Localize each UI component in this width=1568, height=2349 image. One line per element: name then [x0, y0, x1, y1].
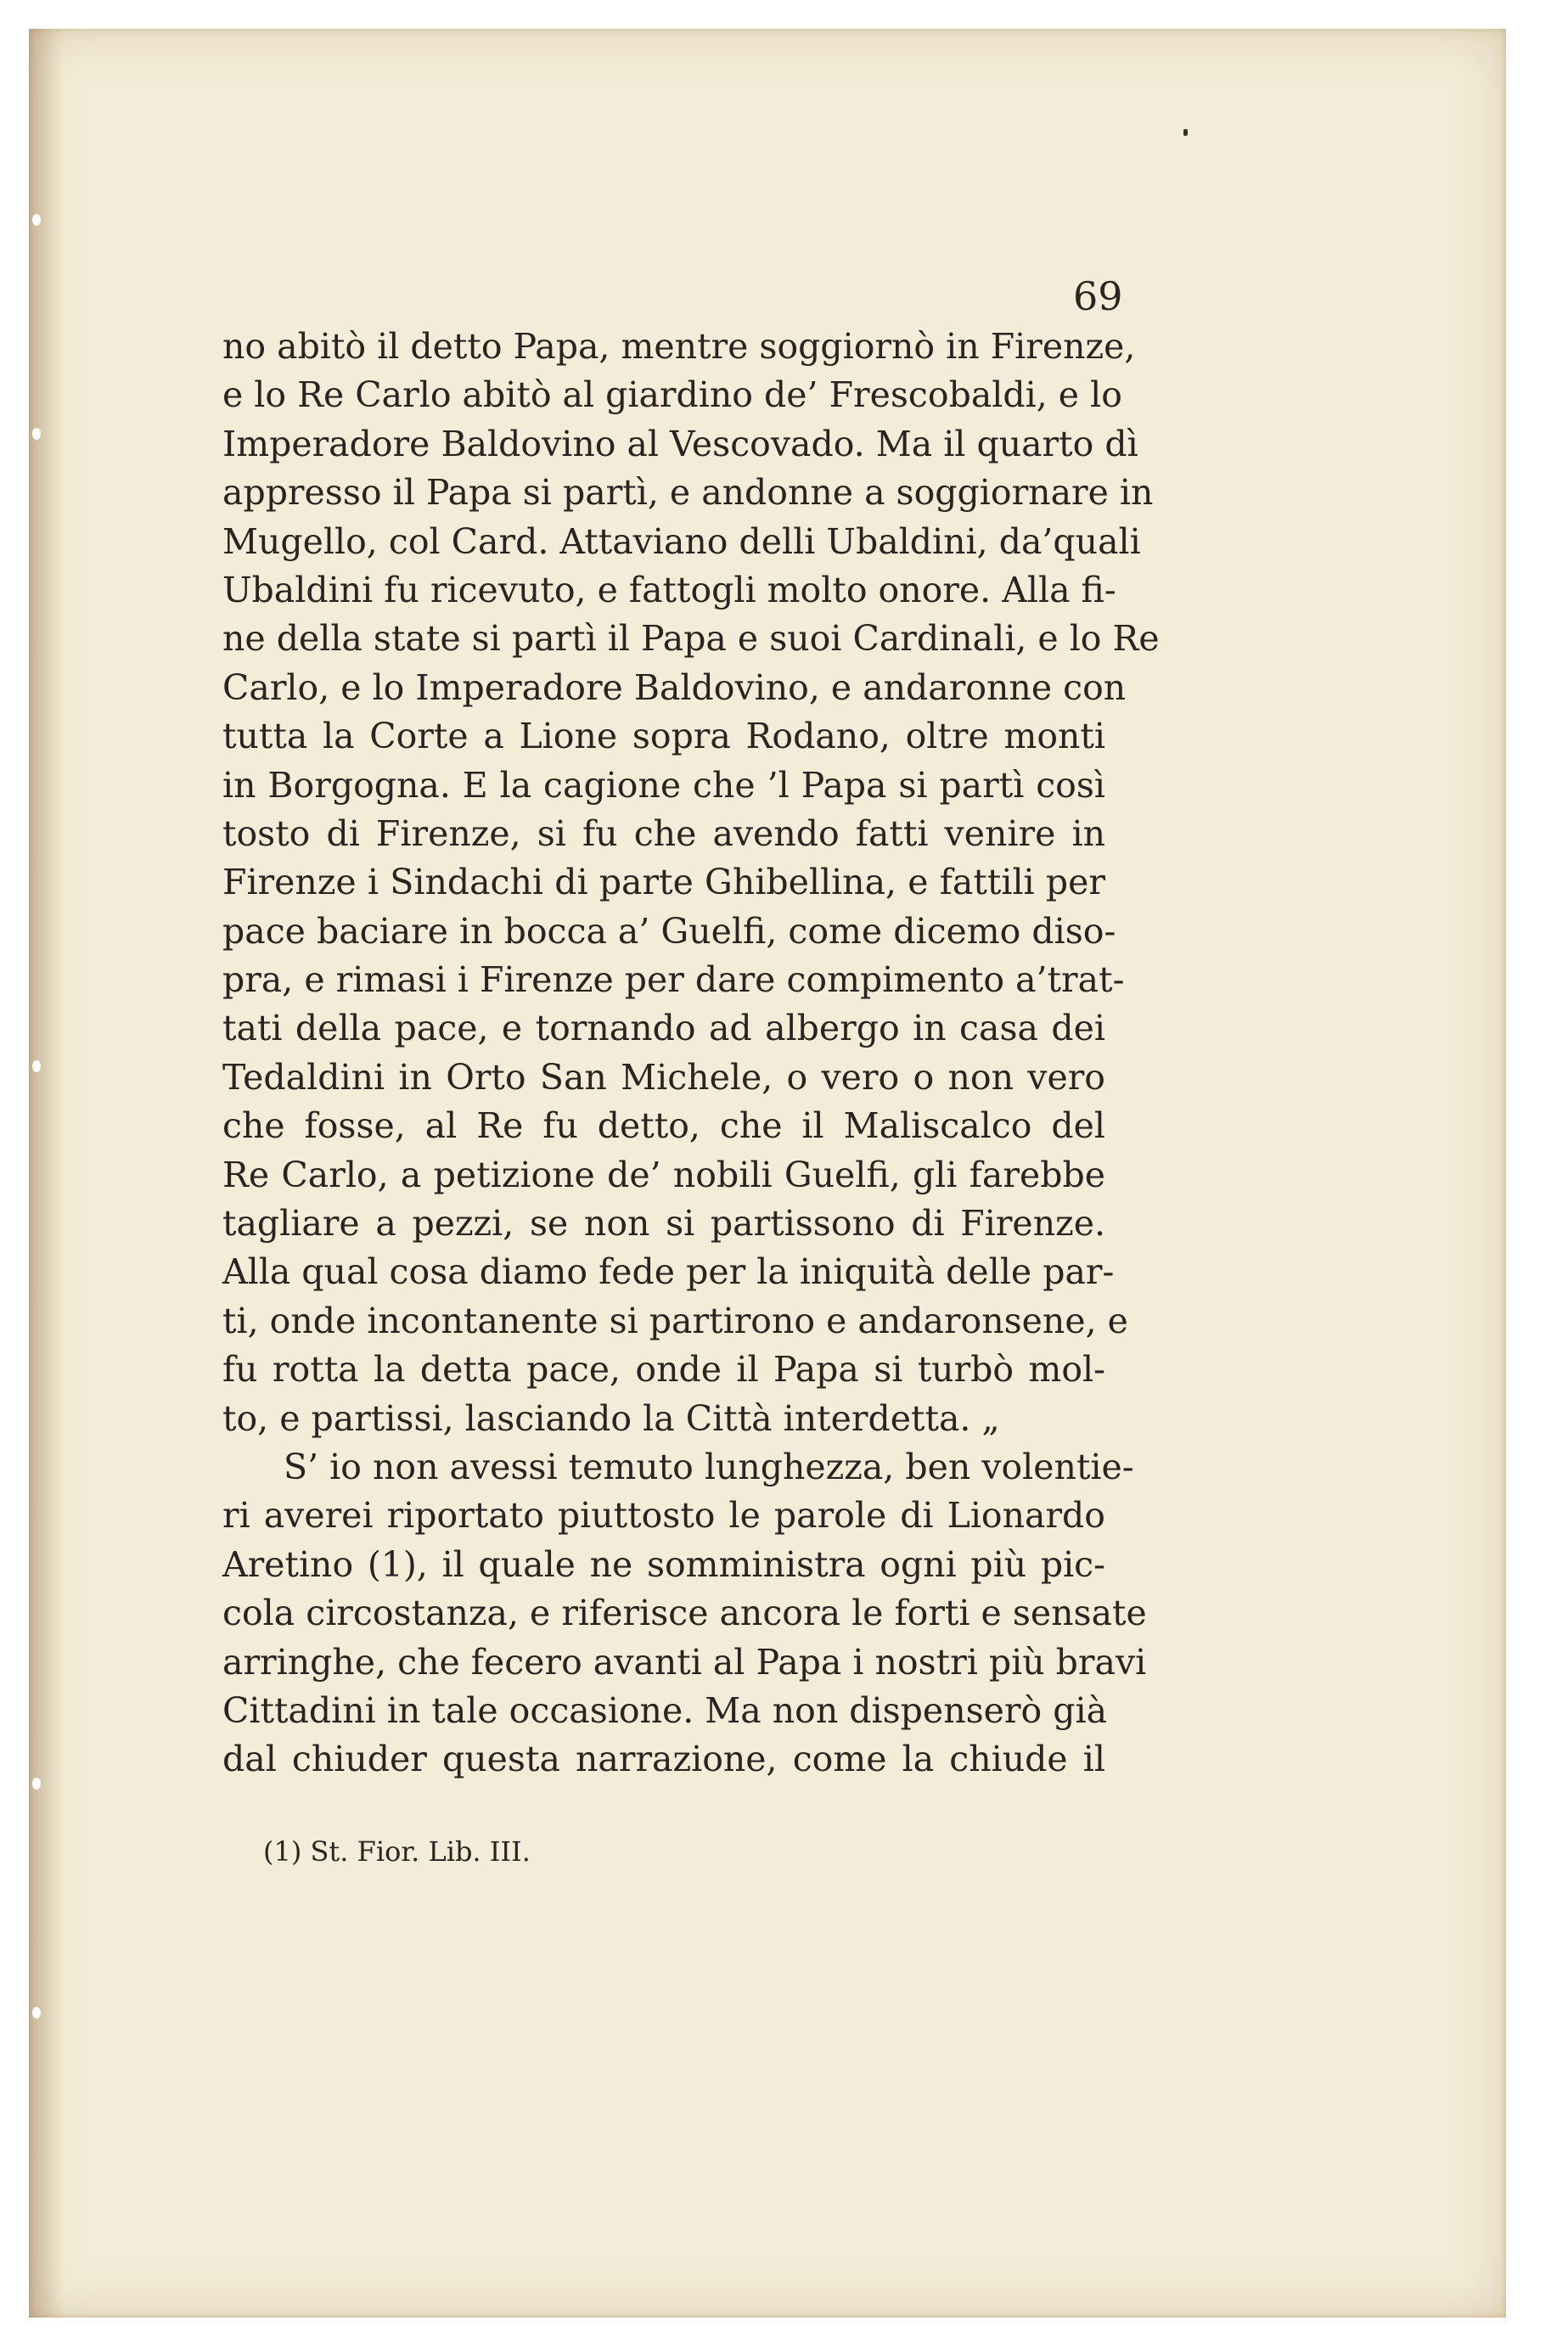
text-line: tosto di Firenze, si fu che avendo fatti venire in: [222, 812, 1105, 854]
text-line: che fosse, al Re fu detto, che il Maliscalco del: [222, 1105, 1105, 1147]
text-line: tati della pace, e tornando ad albergo in casa dei: [222, 1008, 1105, 1049]
text-line: Mugello, col Card. Attaviano delli Ubaldini, da’quali: [222, 520, 1141, 562]
spine-shadow: [29, 29, 63, 2318]
text-line: Imperadore Baldovino al Vescovado. Ma il quarto dì: [222, 423, 1138, 464]
text-line: Tedaldini in Orto San Michele, o vero o non vero: [222, 1056, 1105, 1098]
text-line: pace baciare in bocca a’ Guelfi, come dicemo diso-: [222, 910, 1116, 952]
text-line: Alla qual cosa diamo fede per la iniquità delle par-: [222, 1251, 1115, 1293]
text-line: Ubaldini fu ricevuto, e fattogli molto onore. Alla fi-: [222, 569, 1116, 610]
body-text: [222, 323, 1160, 1784]
text-line: e lo Re Carlo abitò al giardino de’ Frescobaldi, e lo: [222, 374, 1122, 416]
text-line: Re Carlo, a petizione de’ nobili Guelfi, gli farebbe: [222, 1154, 1105, 1195]
footnote: (1) St. Fior. Lib. III.: [263, 1835, 531, 1868]
text-line: in Borgogna. E la cagione che ’l Papa si partì così: [222, 764, 1105, 806]
text-line: fu rotta la detta pace, onde il Papa si turbò mol-: [222, 1349, 1105, 1391]
text-line: ti, onde incontanente si partirono e andaronsene, e: [222, 1300, 1128, 1341]
text-line: ri averei riportato piuttosto le parole di Lionardo: [222, 1495, 1105, 1537]
stitch-hole: [32, 1060, 41, 1072]
text-line: appresso il Papa si partì, e andonne a soggiornare in: [222, 472, 1154, 514]
text-line: tutta la Corte a Lione sopra Rodano, oltre monti: [222, 716, 1105, 757]
text-line: to, e partissi, lasciando la Città interdetta. „: [222, 1397, 1000, 1439]
stitch-hole: [32, 2007, 41, 2019]
text-line: Aretino (1), il quale ne somministra ogni più pic-: [222, 1543, 1105, 1585]
text-line: Carlo, e lo Imperadore Baldovino, e andaronne con: [222, 666, 1127, 708]
ink-speck: [1183, 129, 1188, 136]
stitch-hole: [32, 214, 41, 226]
text-line: no abitò il detto Papa, mentre soggiornò in Firenze,: [222, 326, 1136, 367]
text-line: pra, e rimasi i Firenze per dare compimento a’trat-: [222, 959, 1125, 1001]
text-line: arringhe, che fecero avanti al Papa i nostri più bravi: [222, 1641, 1147, 1683]
page-number: 69: [1073, 273, 1123, 319]
stitch-hole: [32, 428, 41, 440]
text-line: Cittadini in tale occasione. Ma non dispenserò già: [222, 1689, 1108, 1731]
text-line: tagliare a pezzi, se non si partissono di Firenze.: [222, 1203, 1105, 1245]
stitch-hole: [32, 1778, 41, 1790]
text-line: dal chiuder questa narrazione, come la chiude il: [222, 1739, 1105, 1780]
text-line: cola circostanza, e riferisce ancora le forti e sensate: [222, 1593, 1147, 1634]
text-line: S’ io non avessi temuto lunghezza, ben volentie-: [284, 1446, 1134, 1487]
text-line: Firenze i Sindachi di parte Ghibellina, e fattili per: [222, 862, 1105, 903]
text-line: ne della state si partì il Papa e suoi Cardinali, e lo Re: [222, 618, 1160, 660]
